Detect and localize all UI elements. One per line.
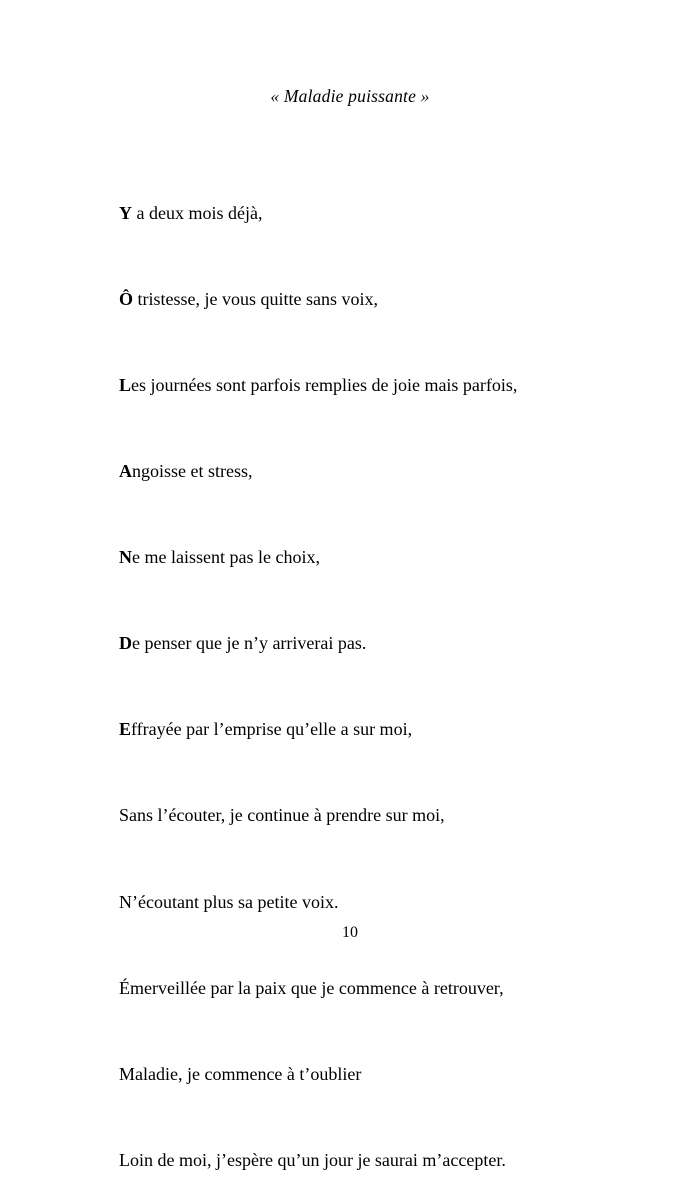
poem-line — [92, 687, 622, 773]
poem-line — [92, 1117, 622, 1203]
poem-line-text: a deux mois déjà, — [132, 202, 263, 223]
poem-line — [92, 342, 622, 428]
poem-line — [92, 170, 622, 256]
poem-line — [92, 428, 622, 514]
poem-line-text: e penser que je n’y arriverai pas. — [132, 633, 367, 654]
poem-line — [92, 514, 622, 600]
poem-line-initial: A — [119, 461, 132, 482]
poem-line-text: Émerveillée par la paix que je commence à retrouver, — [119, 977, 504, 998]
poem-line-text: e me laissent pas le choix, — [132, 547, 320, 568]
poem-line-initial: Y — [119, 202, 132, 223]
poem-line-text: ffrayée par l’emprise qu’elle a sur moi, — [131, 719, 413, 740]
page-number: 10 — [342, 924, 358, 941]
poem-title: « Maladie puissante » — [270, 86, 430, 106]
poem-line — [92, 945, 622, 1031]
poem-line-text: Maladie, je commence à t’oublier — [119, 1063, 362, 1084]
poem-line-initial: L — [119, 374, 132, 395]
poem-line-text: tristesse, je vous quitte sans voix, — [133, 288, 378, 309]
poem-line-text: Sans l’écouter, je continue à prendre sur moi, — [119, 805, 445, 826]
poem-line-text: ngoisse et stress, — [132, 461, 253, 482]
poem-line-text: Loin de moi, j’espère qu’un jour je saurai m’accepter. — [119, 1149, 506, 1170]
poem-body — [92, 170, 622, 1203]
poem-line — [92, 256, 622, 342]
poem-line-text: N’écoutant plus sa petite voix. — [119, 891, 339, 912]
poem-line-initial: N — [119, 547, 132, 568]
poem-line-initial: Ô — [119, 288, 134, 309]
poem-line-initial: D — [119, 633, 132, 654]
poem-line-text: es journées sont parfois remplies de joie mais parfois, — [131, 374, 518, 395]
poem-line-initial: E — [119, 719, 132, 740]
poem-line — [92, 1031, 622, 1117]
poem-line — [92, 773, 622, 859]
poem-line — [92, 601, 622, 687]
